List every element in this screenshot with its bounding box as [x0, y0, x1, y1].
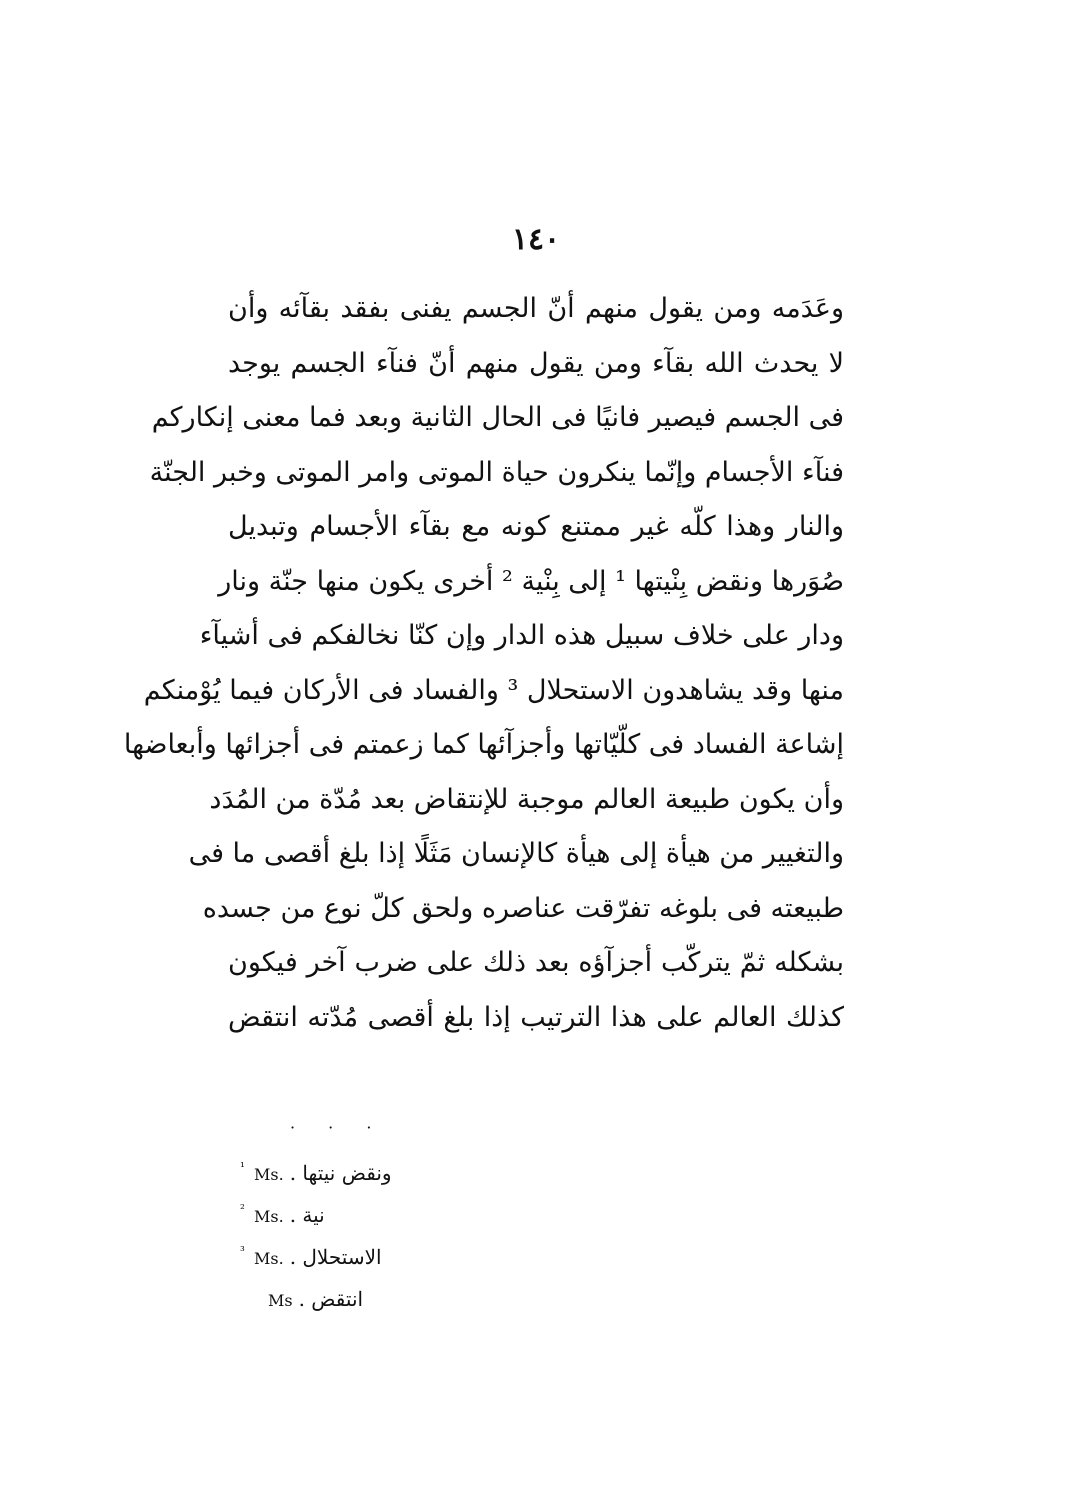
- text-line: وأن يكون طبيعة العالم موجبة للإنتقاض بعد مُدّة من المُدَد: [209, 783, 844, 815]
- text-line: إشاعة الفساد فى كلّيّاتها وأجزآئها كما زعمتم فى أجزائها وأبعاضها: [123, 729, 844, 760]
- footnote-ms-label: Ms.: [254, 1165, 284, 1184]
- continuation-marks: · · ·: [290, 1118, 386, 1137]
- footnote-ms-label: Ms.: [254, 1249, 284, 1268]
- text-line: فى الجسم فيصير فانيًا فى الحال الثانية وبعد فما معنى إنكاركم: [151, 402, 844, 433]
- footnotes: [240, 1152, 540, 1320]
- text-line: وعَدَمه ومن يقول منهم أنّ الجسم يفنى بفقد بقآئه وأن: [228, 293, 844, 324]
- footnote-text: ونقض نيتها .: [289, 1161, 392, 1185]
- footnote-ms-label: Ms: [268, 1291, 293, 1310]
- text-line: بشكله ثمّ يتركّب أجزآؤه بعد ذلك على ضرب آخر فيكون: [228, 947, 844, 978]
- text-line: فنآء الأجسام وإنّما ينكرون حياة الموتى وامر الموتى وخبر الجنّة: [149, 456, 844, 488]
- footnote-text: الاستحلال .: [289, 1245, 382, 1269]
- footnote-text: انتقض .: [298, 1287, 364, 1311]
- footnote-marker: ²: [240, 1202, 245, 1216]
- text-line: والنار وهذا كلّه غير ممتنع كونه مع بقآء الأجسام وتبديل: [228, 511, 844, 542]
- body-text: [123, 282, 844, 1045]
- footnote-4: [240, 1278, 540, 1320]
- footnote-3: [240, 1236, 540, 1278]
- footnote-marker: ¹: [240, 1160, 245, 1174]
- text-line: لا يحدث الله بقآء ومن يقول منهم أنّ فنآء الجسم يوجد: [228, 347, 844, 379]
- text-line: صُوَرها ونقض بِنْيتها ¹ إلى بِنْية ² أخرى يكون منها جنّة ونار: [218, 565, 844, 597]
- text-line: طبيعته فى بلوغه تفرّقت عناصره ولحق كلّ نوع من جسده: [202, 892, 844, 924]
- text-line: كذلك العالم على هذا الترتيب إذا بلغ أقصى مُدّته انتقض: [228, 1001, 844, 1033]
- footnote-ms-label: Ms.: [254, 1207, 284, 1226]
- text-line: ودار على خلاف سبيل هذه الدار وإن كنّا نخالفكم فى أشيآء: [199, 620, 844, 651]
- text-line: والتغيير من هيأة إلى هيأة كالإنسان مَثَلًا إذا بلغ أقصى ما فى: [188, 838, 844, 869]
- footnote-marker: ³: [240, 1244, 245, 1258]
- footnote-2: [240, 1194, 540, 1236]
- text-line: منها وقد يشاهدون الاستحلال ³ والفساد فى الأركان فيما يُوْمنكم: [143, 674, 844, 706]
- page-number: ١٤٠: [511, 222, 561, 257]
- footnote-text: نية .: [289, 1203, 325, 1227]
- footnote-1: [240, 1152, 540, 1194]
